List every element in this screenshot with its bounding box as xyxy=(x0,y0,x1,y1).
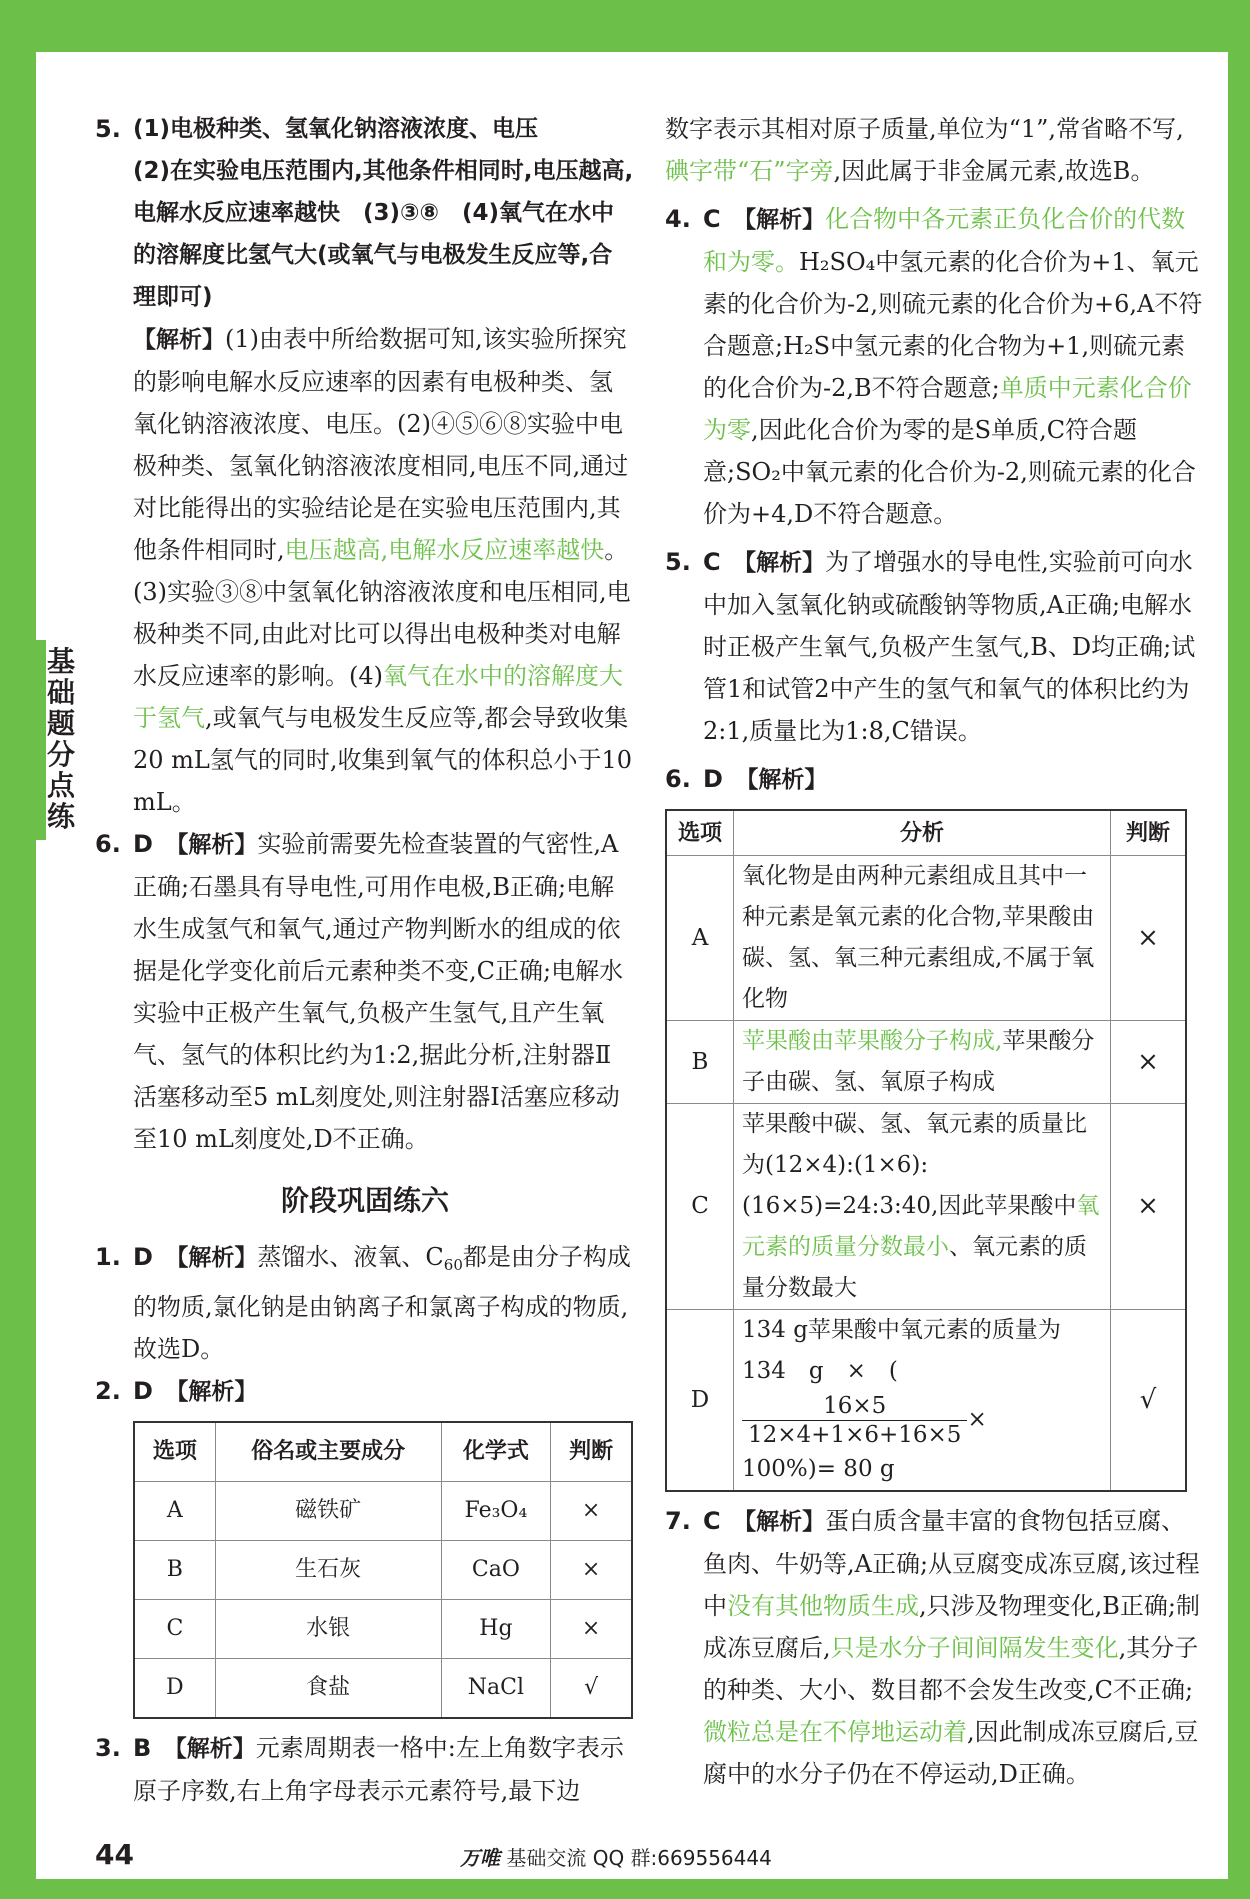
side-section-tab: 基 础 题 分 点 练 xyxy=(36,640,76,840)
question-6: 6. D 【解析】实验前需要先检查装置的气密性,A正确;石墨具有导电性,可用作电极,B正确;电解水生成氢气和氧气,通过产物判断水的组成的依据是化学变化前后元素种类不变,C正确;电解水实验中正极产生氧气,负极产生氢气,且产生氧气、氢气的体积比约为1:2,据此分析,注射器Ⅱ活塞移动至5 mL刻度处,则注射器Ⅰ活塞应移动至10 mL刻度处,D不正确。 xyxy=(95,830,624,1153)
left-column xyxy=(95,108,635,1812)
answer-table-q6: 选项 分析 判断 A 氧化物是由两种元素组成且其中一种元素是氧元素的化合物,苹果酸由碳、氢、氧三种元素组成,不属于氧化物 × B 苹果酸由苹果酸分子构成,苹果酸分子由碳、氢、氧原子构成 × C 苹果酸中碳、氢、氧元素的质量比为(12×4):(1×6):(16×5)=24:3:40,因此苹果酸中氧元素的质量分数最小、氧元素的质量分数最大 × D 134 g苹果酸中氧元素的质量为 134 g × ( $\frac{16\times 5}{12\times 4+1\times 6+16\times 5}$ × 100%)= 80 g √ xyxy=(665,809,1187,1492)
page-number: 44 xyxy=(95,1838,134,1871)
answer-line-2: (2)在实验电压范围内,其他条件相同时,电压越高,电解水反应速率越快 (3)③⑧ (4)氧气在水中的溶解度比氢气大(或氧气与电极发生反应等,合理即可) xyxy=(133,158,634,310)
table-row: B 苹果酸由苹果酸分子构成,苹果酸分子由碳、氢、氧原子构成 × xyxy=(666,1021,1186,1104)
stage-question-2: 2. D 【解析】 xyxy=(95,1377,258,1405)
table-row: A 磁铁矿 Fe₃O₄ × xyxy=(134,1482,632,1541)
explanation: 【解析】(1)由表中所给数据可知,该实验所探究的影响电解水反应速率的因素有电极种类、氢氧化钠溶液浓度、电压。(2)④⑤⑥⑧实验中电极种类、氢氧化钠溶液浓度相同,电压不同,通过对比能得出的实验结论是在实验电压范围内,其他条件相同时,电压越高,电解水反应速率越快。(3)实验③⑧中氢氧化钠溶液浓度和电压相同,电极种类不同,由此对比可以得出电极种类对电解水反应速率的影响。(4)氧气在水中的溶解度大于氢气,或氧气与电极发生反应等,都会导致收集20 mL氢气的同时,收集到氧气的体积总小于10 mL。 xyxy=(133,325,633,816)
footer-text: 万唯 基础交流 QQ 群:669556444 xyxy=(460,1846,772,1870)
brand-logo: 万唯 xyxy=(460,1846,500,1870)
stage-question-1: 1. D 【解析】蒸馏水、液氧、$C_{60}$都是由分子构成的物质,氯化钠是由钠离子和氯离子构成的物质,故选D。 xyxy=(95,1243,631,1363)
page-frame-left xyxy=(0,0,36,1899)
stage-question-3: 3. B 【解析】元素周期表一格中:左上角数字表示原子序数,右上角字母表示元素符号,最下边 xyxy=(95,1734,624,1805)
answer-table-q2: 选项 俗名或主要成分 化学式 判断 A 磁铁矿 Fe₃O₄ × B 生石灰 CaO × C 水银 Hg × D 食盐 NaCl √ xyxy=(133,1421,633,1719)
page-frame-bottom xyxy=(0,1879,1250,1899)
table-row: C 苹果酸中碳、氢、氧元素的质量比为(12×4):(1×6):(16×5)=24:3:40,因此苹果酸中氧元素的质量分数最小、氧元素的质量分数最大 × xyxy=(666,1104,1186,1310)
section-title: 阶段巩固练六 xyxy=(280,1184,449,1217)
stage-question-7: 7. C 【解析】蛋白质含量丰富的食物包括豆腐、鱼肉、牛奶等,A正确;从豆腐变成冻豆腐,该过程中没有其他物质生成,只涉及物理变化,B正确;制成冻豆腐后,只是水分子间间隔发生变化,其分子的种类、大小、数目都不会发生改变,C不正确;微粒总是在不停地运动着,因此制成冻豆腐后,豆腐中的水分子仍在不停运动,D正确。 xyxy=(665,1507,1200,1788)
page-frame-right xyxy=(1228,0,1250,1899)
question-3-continued: 数字表示其相对原子质量,单位为“1”,常省略不写,碘字带“石”字旁,因此属于非金属元素,故选B。 xyxy=(665,115,1184,185)
fraction: $\frac{16\times 5}{12\times 4+1\times 6+16\times 5}$ xyxy=(742,1392,967,1449)
right-column xyxy=(665,108,1205,1795)
question-5: 5. (1)电极种类、氢氧化钠溶液浓度、电压 (2)在实验电压范围内,其他条件相同时,电压越高,电解水反应速率越快 (3)③⑧ (4)氧气在水中的溶解度比氢气大(或氧气与电极发生反应等,合理即可) 【解析】(1)由表中所给数据可知,该实验所探究的影响电解水反应速率的因素有电极种类、氢氧化钠溶液浓度、电压。(2)④⑤⑥⑧实验中电极种类、氢氧化钠溶液浓度相同,电压不同,通过对比能得出的实验结论是在实验电压范围内,其他条件相同时,电压越高,电解水反应速率越快。(3)实验③⑧中氢氧化钠溶液浓度和电压相同,电极种类不同,由此对比可以得出电极种类对电解水反应速率的影响。(4)氧气在水中的溶解度大于氢气,或氧气与电极发生反应等,都会导致收集20 mL氢气的同时,收集到氧气的体积总小于10 mL。 xyxy=(95,108,635,823)
page-frame-top xyxy=(0,0,1250,52)
table-row: B 生石灰 CaO × xyxy=(134,1541,632,1600)
table-row: D 134 g苹果酸中氧元素的质量为 134 g × ( $\frac{16\times 5}{12\times 4+1\times 6+16\times 5}$ × 100%)= 80 g √ xyxy=(666,1310,1186,1492)
table-row: A 氧化物是由两种元素组成且其中一种元素是氧元素的化合物,苹果酸由碳、氢、氧三种元素组成,不属于氧化物 × xyxy=(666,856,1186,1021)
stage-question-5: 5. C 【解析】为了增强水的导电性,实验前可向水中加入氢氧化钠或硫酸钠等物质,A正确;电解水时正极产生氧气,负极产生氢气,B、D均正确;试管1和试管2中产生的氢气和氧气的体积比约为2:1,质量比为1:8,C错误。 xyxy=(665,548,1196,745)
table-row: D 食盐 NaCl √ xyxy=(134,1659,632,1719)
table-row: C 水银 Hg × xyxy=(134,1600,632,1659)
stage-question-6: 6. D 【解析】 xyxy=(665,765,828,793)
answer-line-1: (1)电极种类、氢氧化钠溶液浓度、电压 xyxy=(133,116,539,142)
stage-question-4: 4. C 【解析】化合物中各元素正负化合价的代数和为零。H₂SO₄中氢元素的化合价为+1、氧元素的化合价为-2,则硫元素的化合价为+6,A不符合题意;H₂S中氢元素的化合物为+1,则硫元素的化合价为-2,B不符合题意;单质中元素化合价为零,因此化合价为零的是S单质,C符合题意;SO₂中氧元素的化合价为-2,则硫元素的化合价为+4,D不符合题意。 xyxy=(665,205,1203,528)
